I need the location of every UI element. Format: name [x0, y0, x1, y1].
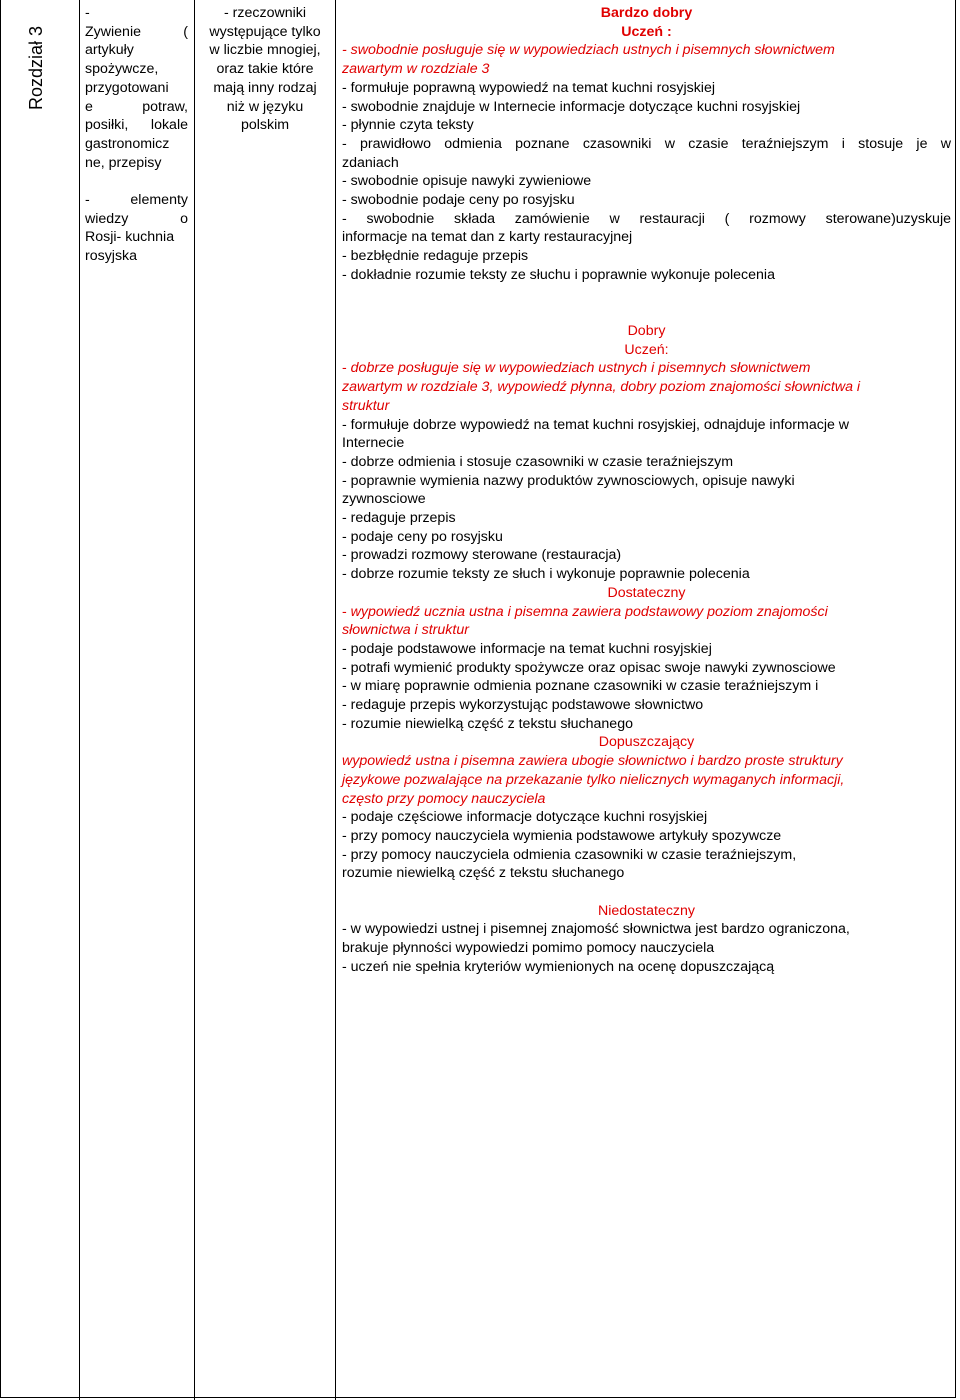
column-divider	[79, 0, 80, 1400]
criteria-item: - redaguje przepis	[342, 510, 456, 527]
topic-line: Zywienie (	[85, 23, 188, 40]
criteria-item: - prowadzi rozmowy sterowane (restauracja)	[342, 547, 622, 564]
grade-heading: Niedostateczny	[598, 902, 695, 919]
grade-sufficient	[342, 733, 951, 883]
topic-line: Rosji- kuchnia	[85, 229, 175, 246]
grade-intro: wypowiedź ustna i pisemna zawiera ubogie słownictwo i bardzo proste struktury	[342, 753, 843, 770]
criteria-item: - dobrze odmienia i stosuje czasowniki w czasie teraźniejszym	[342, 453, 734, 470]
grade-intro: - swobodnie posługuje się w wypowiedziach ustnych i pisemnych słownictwem	[342, 42, 835, 59]
column-divider	[194, 0, 195, 1400]
topic-line: -	[85, 5, 90, 21]
criteria-item: - formułuje dobrze wypowiedź na temat kuchni rosyjskiej, odnajduje informacje w	[342, 416, 850, 433]
grade-intro: zawartym w rozdziale 3	[342, 61, 490, 78]
criteria-item: informacje na temat dan z karty restauracyjnej	[342, 229, 633, 246]
grammar-cell	[195, 4, 335, 135]
grade-intro: - wypowiedź ucznia ustna i pisemna zawiera podstawowy poziom znajomości	[342, 603, 828, 620]
grade-heading: Dobry	[627, 323, 666, 339]
topic-line: ne, przepisy	[85, 154, 162, 171]
criteria-item: Internecie	[342, 435, 405, 452]
grammar-line: - rzeczowniki	[224, 5, 306, 21]
grade-subheading: Uczeń :	[621, 23, 672, 40]
grade-satisfactory	[342, 584, 951, 734]
criteria-item: zdaniach	[342, 154, 399, 171]
criteria-item: - potrafi wymienić produkty spożywcze oraz opisac swoje nawyki zywnosciowe	[342, 659, 836, 676]
grade-intro: często przy pomocy nauczyciela	[342, 790, 546, 807]
grade-heading: Bardzo dobry	[600, 5, 693, 21]
criteria-item: - dobrze rozumie teksty ze słuch i wykonuje poprawnie polecenia	[342, 566, 750, 583]
criteria-item: - swobodnie składa zamówienie w restauracji ( rozmowy sterowane)uzyskuje	[342, 210, 951, 227]
criteria-item: - swobodnie podaje ceny po rosyjsku	[342, 192, 575, 209]
topic-line: artykuły	[85, 42, 134, 59]
grade-insufficient	[342, 902, 951, 977]
grade-very-good	[342, 4, 951, 285]
spacer	[85, 172, 188, 191]
criteria-item: zywnosciowe	[342, 491, 426, 508]
grammar-line: występujące tylko	[209, 23, 321, 40]
criteria-item: brakuje płynności wypowiedzi pomimo pomocy nauczyciela	[342, 940, 715, 957]
grammar-line: polskim	[240, 117, 290, 134]
grammar-line: niż w języku	[226, 98, 304, 115]
criteria-item: - w miarę poprawnie odmienia poznane czasowniki w czasie teraźniejszym i	[342, 678, 819, 695]
criteria-item: rozumie niewielką część z tekstu słuchanego	[342, 865, 625, 882]
grade-heading: Dopuszczający	[598, 734, 695, 751]
criteria-item: - przy pomocy nauczyciela wymienia podstawowe artykuły spozywcze	[342, 827, 782, 844]
criteria-item: - w wypowiedzi ustnej i pisemnej znajomość słownictwa jest bardzo ograniczona,	[342, 921, 850, 938]
topic-line: rosyjska	[85, 248, 138, 265]
topic-line: przygotowani	[85, 79, 169, 96]
spacer	[342, 883, 951, 902]
grammar-line: oraz takie które	[216, 61, 314, 78]
criteria-cell	[342, 4, 951, 285]
grade-intro: - dobrze posługuje się w wypowiedziach ustnych i pisemnych słownictwem	[342, 360, 811, 377]
criteria-item: - swobodnie znajduje w Internecie informacje dotyczące kuchni rosyjskiej	[342, 98, 801, 115]
grammar-line: mają inny rodzaj	[213, 79, 317, 96]
criteria-item: - bezbłędnie redaguje przepis	[342, 248, 529, 265]
criteria-item: - redaguje przepis wykorzystując podstawowe słownictwo	[342, 697, 704, 714]
grammar-line: w liczbie mnogiej,	[209, 42, 321, 59]
criteria-cell-lower	[342, 322, 951, 977]
criteria-item: - uczeń nie spełnia kryteriów wymienionych na ocenę dopuszczającą	[342, 958, 775, 975]
criteria-item: - dokładnie rozumie teksty ze słuchu i poprawnie wykonuje polecenia	[342, 266, 775, 283]
topic-line: spożywcze,	[85, 61, 159, 78]
criteria-item: - przy pomocy nauczyciela odmienia czasowniki w czasie teraźniejszym,	[342, 846, 797, 863]
topic-line: e potraw,	[85, 98, 188, 115]
criteria-item: - rozumie niewielką część z tekstu słuchanego	[342, 715, 633, 732]
topic-line: wiedzy o	[85, 210, 188, 227]
topic-line: - elementy	[85, 192, 188, 209]
column-divider	[335, 0, 336, 1400]
criteria-item: - poprawnie wymienia nazwy produktów zywnosciowych, opisuje nawyki	[342, 472, 795, 489]
criteria-item: - swobodnie opisuje nawyki zywieniowe	[342, 173, 592, 190]
criteria-item: - formułuje poprawną wypowiedź na temat kuchni rosyjskiej	[342, 79, 715, 96]
grade-good	[342, 322, 951, 584]
chapter-label: Rozdział 3	[26, 25, 46, 110]
topic-line: posiłki, lokale	[85, 117, 188, 134]
grade-intro: językowe pozwalające na przekazanie tylko nielicznych wymaganych informacji,	[342, 771, 845, 788]
criteria-item: - podaje częściowe informacje dotyczące kuchni rosyjskiej	[342, 809, 708, 826]
grade-intro: słownictwa i struktur	[342, 622, 469, 639]
grade-intro: zawartym w rozdziale 3, wypowiedź płynna, dobry poziom znajomości słownictwa i	[342, 379, 861, 396]
grade-subheading: Uczeń:	[624, 341, 669, 358]
criteria-item: - płynnie czyta teksty	[342, 117, 474, 134]
criteria-item: - podaje ceny po rosyjsku	[342, 528, 503, 545]
criteria-item: - prawidłowo odmienia poznane czasowniki w czasie teraźniejszym i stosuje je w	[342, 135, 951, 152]
chapter-label-cell	[0, 0, 80, 120]
topic-line: gastronomicz	[85, 135, 170, 152]
grade-intro: struktur	[342, 397, 390, 414]
topics-cell	[85, 4, 188, 266]
grade-heading: Dostateczny	[607, 584, 686, 601]
criteria-item: - podaje podstawowe informacje na temat kuchni rosyjskiej	[342, 640, 712, 657]
